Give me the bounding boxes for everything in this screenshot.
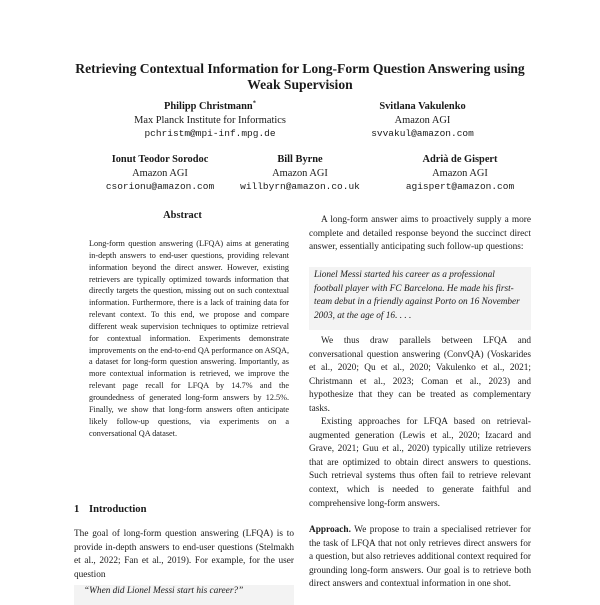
author-affiliation: Amazon AGI bbox=[432, 167, 488, 179]
answer-example: Lionel Messi started his career as a professional football player with FC Barcelona. He made his first-team debut in a friendly against Porto on 16 November 2003, at the age of 16. . . . bbox=[314, 270, 520, 321]
section-heading bbox=[74, 504, 147, 515]
question-example-box bbox=[74, 585, 294, 605]
author-affiliation: Amazon AGI bbox=[132, 167, 188, 179]
author-name: Svitlana Vakulenko bbox=[379, 101, 466, 112]
author-name: Adrià de Gispert bbox=[422, 154, 498, 165]
body-paragraph: We thus draw parallels between LFQA and conversational question answering (ConvQA) (Voskarides et al., 2020; Qu et al., 2020; Vakulenko et al., 2021; Christmann et al., 2023; Coman et al., 2023) and hypothesize that they can be treated as complementary tasks. bbox=[309, 336, 531, 414]
author-email: csorionu@amazon.com bbox=[105, 181, 215, 192]
author-affiliation: Amazon AGI bbox=[394, 114, 451, 126]
section-title: Introduction bbox=[89, 504, 147, 515]
author-name: Bill Byrne bbox=[277, 154, 323, 165]
body-paragraph: Existing approaches for LFQA based on retrieval-augmented generation (Lewis et al., 2020; Izacard and Grave, 2021; Guu et al., 2020) typically utilize retrievers that are optimized to obtain direct answers to questions. Such retrieval systems thus often fail to retrieve relevant context, which is needed to generate faithful and comprehensive long-form answers. bbox=[309, 417, 531, 509]
author-name: Philipp Christmann* bbox=[164, 99, 256, 112]
approach-paragraph bbox=[309, 524, 531, 592]
author-block bbox=[95, 100, 325, 141]
author-block bbox=[380, 153, 540, 194]
abstract-text: Long-form question answering (LFQA) aims at generating in-depth answers to end-user questions, providing relevant information beyond the direct answer. However, existing retrievers are typically optimized towards information that directly targets the question, missing out on such contextual information. Furthermore, there is a lack of training data for relevant context. To this end, we propose and compare different weak supervision techniques to optimize retrieval for contextual information. Experiments demonstrate improvements on the end-to-end QA performance on ASQA, a dataset for long-form question answering. Importantly, as more contextual information is retrieved, we improve the relevant page recall for LFQA by 14.7% and the groundedness of generated long-form answers by 12.5%. Finally, we show that long-form answers often anticipate likely follow-up questions, via experiments on a conversational QA dataset. bbox=[89, 239, 289, 438]
paragraph-text: We propose to train a specialised retriever for the task of LFQA that not only retrieves direct answers for a question, but also retrieves additional context required for grounding long-form answers. Our goal is to retrieve both direct answers and contextual information in one shot. bbox=[309, 525, 532, 590]
abstract-heading: Abstract bbox=[163, 210, 202, 221]
author-affiliation: Max Planck Institute for Informatics bbox=[134, 114, 286, 126]
author-email: pchristm@mpi-inf.mpg.de bbox=[144, 128, 276, 139]
author-block bbox=[330, 100, 515, 141]
section-number: 1 bbox=[74, 504, 80, 515]
answer-example-box bbox=[309, 267, 531, 330]
paragraph-lead: Approach. bbox=[309, 525, 351, 535]
author-email: agispert@amazon.com bbox=[405, 181, 515, 192]
paper-title: Retrieving Contextual Information for Long-Form Question Answering using Weak Supervision bbox=[75, 61, 525, 92]
author-affiliation: Amazon AGI bbox=[272, 167, 328, 179]
author-block bbox=[75, 153, 245, 194]
author-block bbox=[225, 153, 375, 194]
author-email: willbyrn@amazon.co.uk bbox=[240, 181, 360, 192]
intro-paragraph: The goal of long-form question answering (LFQA) is to provide in-depth answers to end-user questions (Stelmakh et al., 2022; Fan et al., 2019). For example, for the user question bbox=[74, 529, 294, 580]
body-paragraph: A long-form answer aims to proactively supply a more complete and detailed response beyond the succinct direct answer, essentially anticipating such follow-up questions: bbox=[309, 215, 531, 253]
question-example: “When did Lionel Messi start his career?” bbox=[84, 586, 244, 596]
author-email: svvakul@amazon.com bbox=[371, 128, 474, 139]
author-name: Ionut Teodor Sorodoc bbox=[111, 154, 209, 165]
